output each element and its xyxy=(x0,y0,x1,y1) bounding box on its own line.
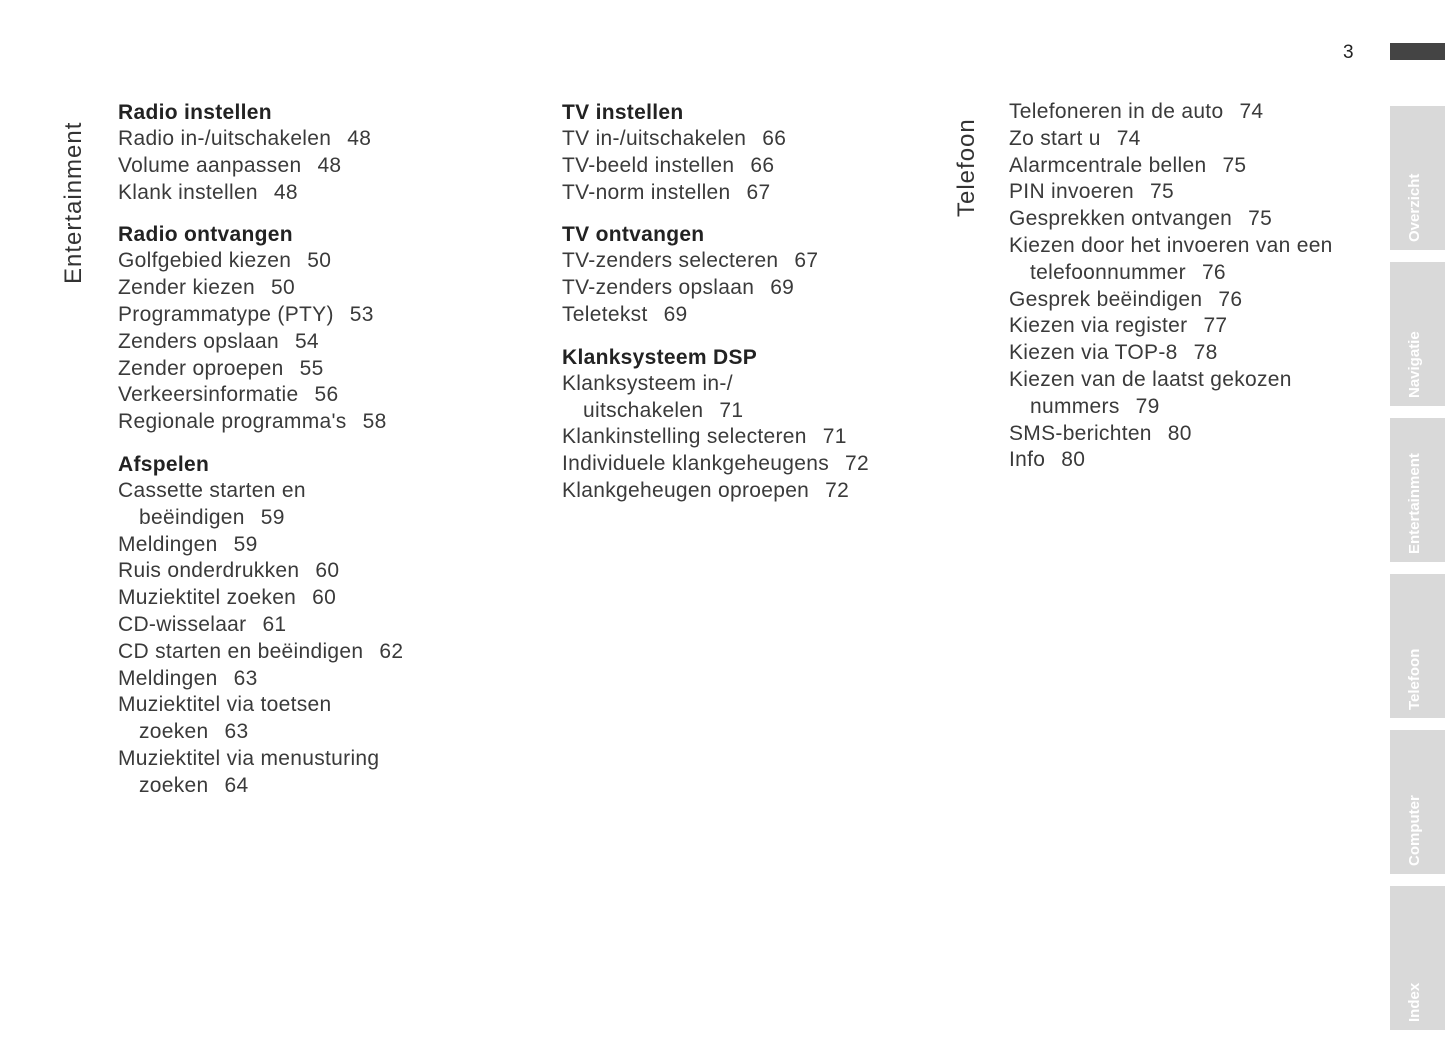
toc-entry-page: 55 xyxy=(299,356,324,380)
toc-group xyxy=(118,451,538,800)
toc-entry-title: Meldingen xyxy=(118,666,218,690)
toc-entry[interactable] xyxy=(118,356,538,383)
toc-entry[interactable] xyxy=(1009,126,1379,153)
toc-group xyxy=(562,344,942,505)
toc-entry[interactable] xyxy=(1009,367,1379,421)
toc-entry-title: TV-zenders opslaan xyxy=(562,276,755,300)
toc-entry-page: 59 xyxy=(260,505,285,529)
toc-group xyxy=(562,99,942,206)
toc-entry-page: 79 xyxy=(1135,394,1160,418)
toc-entry-page: 63 xyxy=(233,666,258,690)
toc-entry[interactable] xyxy=(118,585,538,612)
toc-entry[interactable] xyxy=(1009,206,1379,233)
toc-entry-page: 50 xyxy=(270,276,295,300)
toc-entry-page: 77 xyxy=(1203,314,1228,338)
toc-entry-page: 53 xyxy=(349,302,374,326)
toc-entry[interactable] xyxy=(118,153,538,180)
toc-entry[interactable] xyxy=(1009,179,1379,206)
toc-entry[interactable] xyxy=(562,180,942,207)
toc-entry-title: Zo start u xyxy=(1009,126,1101,150)
top-marker-bar xyxy=(1390,43,1445,60)
toc-entry[interactable] xyxy=(118,666,538,693)
toc-entry-title: Klanksysteem in-/ xyxy=(562,371,733,395)
toc-entry-title: Alarmcentrale bellen xyxy=(1009,153,1207,177)
toc-entry-page: 59 xyxy=(233,532,258,556)
toc-entry[interactable] xyxy=(562,424,942,451)
group-heading: Radio instellen xyxy=(118,101,272,124)
toc-entry-title: Radio in-/uitschakelen xyxy=(118,127,332,150)
toc-entry-page: 62 xyxy=(379,639,404,663)
tab-label: Navigatie xyxy=(1406,331,1423,398)
toc-entry[interactable] xyxy=(562,451,942,478)
toc-entry[interactable] xyxy=(118,409,538,436)
toc-entry-title: Teletekst xyxy=(562,302,648,326)
toc-entry-title: Gesprek beëindigen xyxy=(1009,287,1203,311)
toc-entry-title: Kiezen via register xyxy=(1009,314,1188,338)
toc-column-1 xyxy=(118,99,538,815)
tab-computer[interactable] xyxy=(1390,730,1445,874)
toc-entry[interactable] xyxy=(1009,421,1379,448)
toc-entry-title: Zender oproepen xyxy=(118,356,284,380)
toc-entry-page: 74 xyxy=(1239,100,1264,123)
toc-entry-title: TV-beeld instellen xyxy=(562,153,735,177)
toc-entry-title: Gesprekken ontvangen xyxy=(1009,207,1233,231)
toc-entry-continuation xyxy=(118,719,538,746)
toc-entry-title: Telefoneren in de auto xyxy=(1009,100,1224,123)
toc-entry-continuation-text: zoeken xyxy=(139,773,209,797)
toc-entry[interactable] xyxy=(1009,233,1379,287)
group-heading: TV ontvangen xyxy=(562,223,705,247)
toc-entry[interactable] xyxy=(118,558,538,585)
toc-entry[interactable] xyxy=(1009,447,1379,474)
tab-entertainment[interactable] xyxy=(1390,418,1445,562)
toc-entry-title: Klank instellen xyxy=(118,180,258,204)
toc-entry-title: Kiezen van de laatst gekozen xyxy=(1009,367,1292,391)
section-label-telefoon: Telefoon xyxy=(953,118,980,217)
toc-entry-title: Zender kiezen xyxy=(118,276,255,300)
toc-entry-title: Volume aanpassen xyxy=(118,153,302,177)
toc-entry-page: 61 xyxy=(262,612,287,636)
toc-entry[interactable] xyxy=(118,639,538,666)
toc-entry-title: TV in-/uitschakelen xyxy=(562,127,747,150)
toc-group xyxy=(1009,99,1379,474)
toc-entry-page: 74 xyxy=(1116,126,1141,150)
tab-index[interactable] xyxy=(1390,886,1445,1030)
section-label-entertainment: Entertainment xyxy=(60,121,87,284)
toc-entry-title: Programmatype (PTY) xyxy=(118,302,334,326)
toc-entry[interactable] xyxy=(118,532,538,559)
toc-entry[interactable] xyxy=(562,478,942,505)
toc-entry-page: 58 xyxy=(362,410,387,434)
toc-entry-title: CD starten en beëindigen xyxy=(118,639,364,663)
toc-group xyxy=(118,99,538,206)
toc-entry[interactable] xyxy=(1009,287,1379,314)
toc-entry-continuation xyxy=(118,505,538,532)
toc-entry-page: 69 xyxy=(663,302,688,326)
toc-entry-page: 80 xyxy=(1167,421,1192,445)
toc-entry-page: 60 xyxy=(315,559,340,583)
toc-entry-continuation xyxy=(1009,260,1379,287)
toc-entry[interactable] xyxy=(118,180,538,207)
toc-entry-page: 80 xyxy=(1061,448,1086,472)
toc-entry[interactable] xyxy=(118,302,538,329)
toc-entry-title: TV-norm instellen xyxy=(562,180,731,204)
toc-entry-page: 71 xyxy=(719,398,744,422)
toc-entry[interactable] xyxy=(118,126,538,153)
toc-entry-page: 78 xyxy=(1193,341,1218,365)
toc-entry-title: Klankinstelling selecteren xyxy=(562,425,807,449)
toc-entry-page: 75 xyxy=(1248,207,1273,231)
group-heading: Klanksysteem DSP xyxy=(562,345,758,369)
tab-label: Index xyxy=(1406,982,1423,1022)
toc-entry-page: 56 xyxy=(314,383,339,407)
toc-entry-continuation-text: beëindigen xyxy=(139,505,245,529)
toc-entry-page: 72 xyxy=(825,478,850,502)
toc-entry[interactable] xyxy=(118,329,538,356)
tab-overzicht[interactable] xyxy=(1390,106,1445,250)
toc-entry[interactable] xyxy=(1009,99,1379,126)
toc-entry-title: Verkeersinformatie xyxy=(118,383,299,407)
tab-label: Telefoon xyxy=(1406,648,1423,710)
toc-entry[interactable] xyxy=(562,153,942,180)
toc-entry[interactable] xyxy=(1009,340,1379,367)
toc-entry-continuation-text: nummers xyxy=(1030,394,1120,418)
toc-entry[interactable] xyxy=(562,371,942,425)
toc-entry-page: 67 xyxy=(746,180,771,204)
toc-entry-continuation xyxy=(1009,394,1379,421)
toc-entry-title: Muziektitel via toetsen xyxy=(118,693,332,717)
toc-entry[interactable] xyxy=(562,248,942,275)
toc-entry-title: TV-zenders selecteren xyxy=(562,249,779,273)
toc-entry-title: Muziektitel zoeken xyxy=(118,586,297,610)
page-number: 3 xyxy=(1343,42,1354,63)
toc-entry-title: Info xyxy=(1009,448,1046,472)
toc-entry-page: 72 xyxy=(845,452,869,476)
toc-entry-page: 76 xyxy=(1201,260,1226,284)
toc-entry-continuation-text: uitschakelen xyxy=(583,398,704,422)
toc-entry-title: Muziektitel via menusturing xyxy=(118,746,380,770)
toc-entry-page: 66 xyxy=(750,153,775,177)
toc-entry[interactable] xyxy=(118,746,538,800)
toc-entry[interactable] xyxy=(562,302,942,329)
toc-entry-title: Golfgebied kiezen xyxy=(118,249,292,273)
toc-entry-title: Ruis onderdrukken xyxy=(118,559,300,583)
toc-entry-title: CD-wisselaar xyxy=(118,612,247,636)
toc-entry-title: Kiezen via TOP-8 xyxy=(1009,341,1178,365)
tab-label: Entertainment xyxy=(1406,453,1423,554)
toc-entry-title: SMS-berichten xyxy=(1009,421,1152,445)
tab-navigatie[interactable] xyxy=(1390,262,1445,406)
toc-entry-title: Regionale programma's xyxy=(118,410,347,434)
toc-entry-continuation xyxy=(118,773,538,800)
toc-entry-page: 64 xyxy=(224,773,249,797)
toc-entry-page: 48 xyxy=(347,127,372,150)
toc-entry-page: 67 xyxy=(794,249,819,273)
toc-group xyxy=(562,221,942,328)
toc-entry-page: 50 xyxy=(307,249,332,273)
tab-label: Overzicht xyxy=(1406,173,1423,242)
tab-telefoon[interactable] xyxy=(1390,574,1445,718)
toc-entry[interactable] xyxy=(118,692,538,746)
toc-entry-title: Individuele klankgeheugens xyxy=(562,452,829,476)
toc-entry-page: 75 xyxy=(1150,180,1174,204)
toc-entry[interactable] xyxy=(562,126,942,153)
toc-entry[interactable] xyxy=(118,382,538,409)
toc-entry-page: 48 xyxy=(273,180,298,204)
toc-entry[interactable] xyxy=(118,248,538,275)
toc-column-2 xyxy=(562,99,942,520)
toc-group xyxy=(118,221,538,436)
toc-entry-continuation-text: telefoonnummer xyxy=(1030,260,1186,284)
toc-entry[interactable] xyxy=(118,478,538,532)
toc-entry-title: PIN invoeren xyxy=(1009,180,1134,204)
toc-entry-title: Kiezen door het invoeren van een xyxy=(1009,233,1333,257)
toc-entry-page: 66 xyxy=(762,127,787,150)
toc-entry-page: 54 xyxy=(294,329,319,353)
toc-entry-page: 60 xyxy=(312,586,337,610)
group-heading: Radio ontvangen xyxy=(118,223,293,247)
tab-label: Computer xyxy=(1406,795,1423,866)
group-heading: Afspelen xyxy=(118,452,210,476)
toc-entry-title: Cassette starten en xyxy=(118,478,306,502)
toc-entry[interactable] xyxy=(1009,153,1379,180)
toc-column-3 xyxy=(1009,99,1379,489)
toc-entry-continuation-text: zoeken xyxy=(139,720,209,744)
toc-entry-title: Meldingen xyxy=(118,532,218,556)
toc-entry-page: 69 xyxy=(770,276,795,300)
toc-entry-page: 71 xyxy=(822,425,847,449)
toc-entry-page: 76 xyxy=(1218,287,1243,311)
toc-entry-title: Klankgeheugen oproepen xyxy=(562,478,810,502)
group-heading: TV instellen xyxy=(562,101,684,124)
toc-entry[interactable] xyxy=(562,275,942,302)
toc-entry[interactable] xyxy=(118,275,538,302)
toc-entry[interactable] xyxy=(118,612,538,639)
toc-entry[interactable] xyxy=(1009,313,1379,340)
toc-entry-page: 75 xyxy=(1222,153,1247,177)
toc-entry-page: 48 xyxy=(317,153,342,177)
toc-entry-continuation xyxy=(562,398,942,425)
toc-entry-title: Zenders opslaan xyxy=(118,329,279,353)
toc-entry-page: 63 xyxy=(224,720,249,744)
